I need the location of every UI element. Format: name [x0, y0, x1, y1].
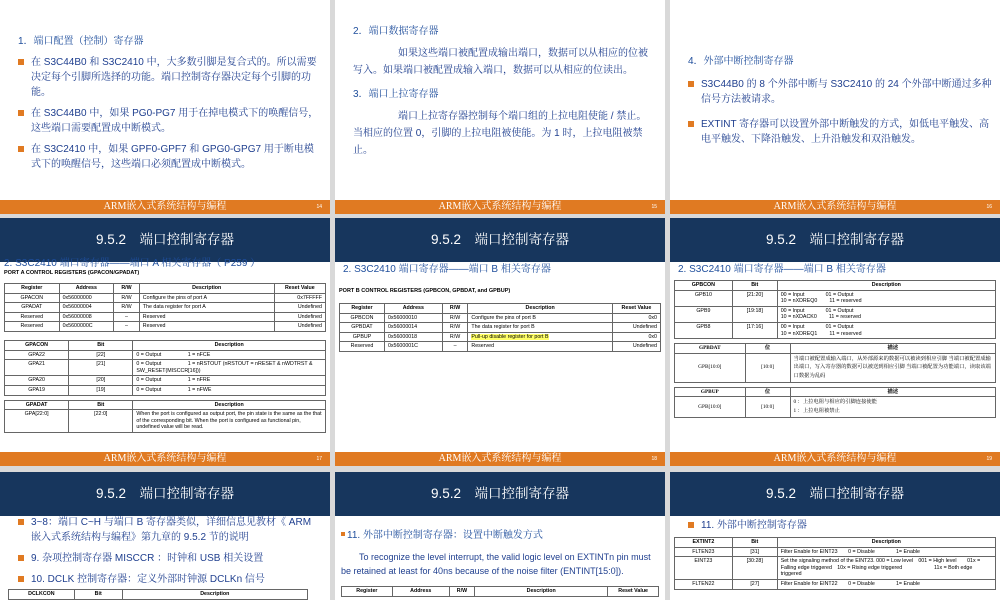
- slide-title: 9.5.2 端口控制寄存器: [0, 218, 330, 262]
- bullet-square-icon: [688, 522, 694, 528]
- slide-footer: ARM嵌入式系统结构与编程 17: [0, 452, 330, 466]
- slide-footer: ARM嵌入式系统结构与编程 19: [670, 452, 1000, 466]
- table-row: GPB8 [17:16] 00 = Input 01 = Output 10 = nXDREQ1 11 = reserved: [675, 322, 996, 338]
- slide-22[interactable]: [670, 472, 1000, 600]
- bullet-square-icon: [18, 110, 24, 116]
- slide-15-paragraph-1: 如果这些端口被配置成输出端口，数据可以从相应的位被写入。如果端口被配置成输入端口，数据可以从相应的位读出。: [353, 48, 648, 76]
- table-header-row: GPADAT Bit Description: [5, 400, 326, 410]
- slide-21-paragraph: To recognize the level interrupt, the valid logic level on EXTINTn pin must be retained at least for 40ns because of the noise filter (ENTINT[15:0]).: [341, 552, 651, 576]
- table-caption: PORT B CONTROL REGISTERS (GPBCON, GPBDAT, and GPBUP): [339, 288, 511, 294]
- port-b-register-table: [339, 303, 661, 352]
- gpbcon-bit-table: [674, 280, 996, 339]
- slide-title: 9.5.2 端口控制寄存器: [0, 472, 330, 516]
- slide-footer: ARM嵌入式系统结构与编程 18: [335, 452, 665, 466]
- slide-21-heading: 11. 外部中断控制寄存器：设置中断触发方式: [341, 526, 659, 541]
- table-row: GPB[10:0] [10:0] 0 ：上拉电阻与相应的引脚连接使能 1 ：上拉电阻被禁止: [675, 397, 996, 418]
- table-row: GPBCON 0x56000010 R/W Configure the pins of port B 0x0: [340, 313, 661, 323]
- slide-19-subtitle: 2. S3C2410 端口寄存器——端口 B 相关寄存器: [678, 264, 886, 275]
- table-header-row: EXTINT2 Bit Description: [675, 538, 996, 548]
- bullet-square-icon: [341, 532, 345, 536]
- bullet-square-icon: [688, 81, 694, 87]
- dclkcon-table: [8, 589, 308, 600]
- table-header-row: Register Address R/W Description Reset Value: [5, 284, 326, 294]
- slide-15-paragraph-2: 端口上拉寄存器控制每个端口组的上拉电阻使能 / 禁止。当相应的位置 0，引脚的上拉电阻被使能。为 1 时，上拉电阻被禁止。: [353, 111, 647, 156]
- slide-15-heading-1: 2．端口数据寄存器: [353, 26, 439, 37]
- slide-footer: ARM嵌入式系统结构与编程 16: [670, 200, 1000, 214]
- bullet: 3~8：端口 C~H 与端口 B 寄存器类似，详细信息见教材《 ARM 嵌入式系统结构与编程》第九章的 9.5.2 节的说明: [18, 515, 322, 545]
- slide-17[interactable]: [0, 218, 330, 466]
- page-number: 15: [651, 204, 657, 210]
- table-caption: PORT A CONTROL REGISTERS (GPACON/GPADAT): [4, 270, 140, 276]
- highlighted-text: Pull-up disable register for port B: [471, 333, 549, 340]
- gpadat-bit-table: [4, 400, 326, 433]
- bullet: EXTINT 寄存器可以设置外部中断触发的方式，如低电平触发、高电平触发、下降沿触发、上升沿触发和双沿触发。: [688, 117, 992, 147]
- extint-register-table: [341, 586, 659, 597]
- slide-title: 9.5.2 端口控制寄存器: [335, 472, 665, 516]
- bullet-square-icon: [688, 121, 694, 127]
- slide-15[interactable]: [335, 0, 665, 214]
- bullet: 10. DCLK 控制寄存器：定义外部时钟源 DCLKn 信号: [18, 572, 322, 587]
- table-row: GPA19 [19] 0 = Output 1 = nFWE: [5, 385, 326, 395]
- bullet: S3C44B0 的 8 个外部中断与 S3C2410 的 24 个外部中断通过多种信号方法被请求。: [688, 77, 992, 107]
- table-row: GPB[10:0] [10:0] 当端口被配置成输入端口，从外部源来的数据可以被读到相应引脚 当端口被配置成输出端口，写入寄存器的数据可以被送到相应引脚 当端口被配置为功能端口，读取该端口数据为乱码: [675, 353, 996, 382]
- slide-title: 9.5.2 端口控制寄存器: [670, 218, 1000, 262]
- table-row: FLTEN23 [31] Filter Enable for EINT23 0 = Disable 1= Enable: [675, 547, 996, 557]
- table-header-row: GPACON Bit Description: [5, 340, 326, 350]
- bullet: 在 S3C2410 中，如果 GPF0-GPF7 和 GPG0-GPG7 用于断电模式下的唤醒信号，这些端口必须配置成中断模式。: [18, 142, 322, 172]
- gpacon-bit-table: [4, 340, 326, 396]
- bullet-square-icon: [18, 519, 24, 525]
- extint2-bit-table: [674, 537, 996, 590]
- page-number: 17: [316, 456, 322, 462]
- gpbdat-bit-table: [674, 343, 996, 382]
- bullet: 9. 杂项控制寄存器 MISCCR ：时钟和 USB 相关设置: [18, 551, 322, 566]
- page-number: 18: [651, 456, 657, 462]
- slide-17-subtitle: 2. S3C2410 端口寄存器——端口 A 相关寄存器（ P259 ）: [4, 258, 261, 269]
- table-row: Reserved 0x5600001C – Reserved Undefined: [340, 342, 661, 352]
- slide-footer: ARM嵌入式系统结构与编程 15: [335, 200, 665, 214]
- table-row: GPA[22:0] [22:0] When the port is configured as output port, the pin state is the same as the that of the corresponding bit. When the port is configured as functional pin, undefined value will be read.: [5, 410, 326, 433]
- table-row: Reserved 0x56000008 – Reserved Undefined: [5, 312, 326, 322]
- table-header-row: Register Address R/W Description Reset Value: [340, 304, 661, 314]
- bullet: 在 S3C44B0 和 S3C2410 中，大多数引脚是复合式的。所以需要决定每个引脚所选择的功能。端口控制寄存器决定每个引脚的功能。: [18, 55, 322, 100]
- table-row: EINT23 [30:28] Set the signaling method of the EINT23. 000 = Low level 001 = High level 01x = Falling edge triggered 10x = Rising edge triggered 11x = Both edge triggered: [675, 557, 996, 580]
- bullet: 在 S3C44B0 中，如果 PG0-PG7 用于在掉电模式下的唤醒信号，这些端口需要配置成中断模式。: [18, 106, 322, 136]
- table-header-row: GPBDAT 位 描述: [675, 344, 996, 354]
- slide-14[interactable]: [0, 0, 330, 214]
- bullet: 11. 外部中断控制寄存器: [688, 518, 996, 533]
- bullet-square-icon: [18, 555, 24, 561]
- table-row: GPA20 [20] 0 = Output 1 = nFRE: [5, 376, 326, 386]
- slide-16[interactable]: [670, 0, 1000, 214]
- port-a-register-table: [4, 283, 326, 332]
- table-row: FLTEN22 [27] Filter Enable for EINT22 0 = Disable 1= Enable: [675, 579, 996, 589]
- table-row: GPA22 [22] 0 = Output 1 = nFCE: [5, 350, 326, 360]
- page-number: 19: [986, 456, 992, 462]
- table-row: GPACON 0x56000000 R/W Configure the pins of port A 0x7FFFFF: [5, 293, 326, 303]
- slide-16-heading: 4．外部中断控制寄存器: [688, 56, 794, 67]
- slide-14-heading: 1．端口配置（控制）寄存器: [18, 36, 144, 47]
- page-number: 16: [986, 204, 992, 210]
- slide-20[interactable]: [0, 472, 330, 600]
- bullet-square-icon: [18, 576, 24, 582]
- table-row: GPA21 [21] 0 = Output 1 = nRSTOUT (nRSTOUT = nRESET & nWDTRST & SW_RESET(MISCCR[16])): [5, 360, 326, 376]
- slide-18-subtitle: 2. S3C2410 端口寄存器——端口 B 相关寄存器: [343, 264, 551, 275]
- page-number: 14: [316, 204, 322, 210]
- table-row: GPADAT 0x56000004 R/W The data register for port A Undefined: [5, 303, 326, 313]
- table-header-row: GPBCON Bit Description: [675, 281, 996, 291]
- table-row: Reserved 0x5600000C – Reserved Undefined: [5, 322, 326, 332]
- slide-footer: ARM嵌入式系统结构与编程 14: [0, 200, 330, 214]
- slide-18[interactable]: [335, 218, 665, 466]
- slide-title: 9.5.2 端口控制寄存器: [670, 472, 1000, 516]
- slide-21[interactable]: [335, 472, 665, 600]
- table-row: GPBDAT 0x56000014 R/W The data register for port B Undefined: [340, 323, 661, 333]
- slide-19[interactable]: [670, 218, 1000, 466]
- slide-15-heading-2: 3．端口上拉寄存器: [353, 89, 439, 100]
- table-row: GPBUP 0x56000018 R/W Pull-up disable register for port B 0x0: [340, 332, 661, 342]
- table-row: GPB9 [19:18] 00 = Input 01 = Output 10 = nXDACK0 11 = reserved: [675, 306, 996, 322]
- gpbup-bit-table: [674, 387, 996, 419]
- table-row: GPB10 [21:20] 00 = Input 01 = Output 10 = nXDREQ0 11 = reserved: [675, 290, 996, 306]
- table-header-row: GPBUP 位 描述: [675, 387, 996, 397]
- bullet-square-icon: [18, 146, 24, 152]
- slide-title: 9.5.2 端口控制寄存器: [335, 218, 665, 262]
- bullet-square-icon: [18, 59, 24, 65]
- table-header-row: DCLKCON Bit Description: [9, 590, 308, 600]
- table-header-row: Register Address R/W Description Reset Value: [342, 587, 659, 597]
